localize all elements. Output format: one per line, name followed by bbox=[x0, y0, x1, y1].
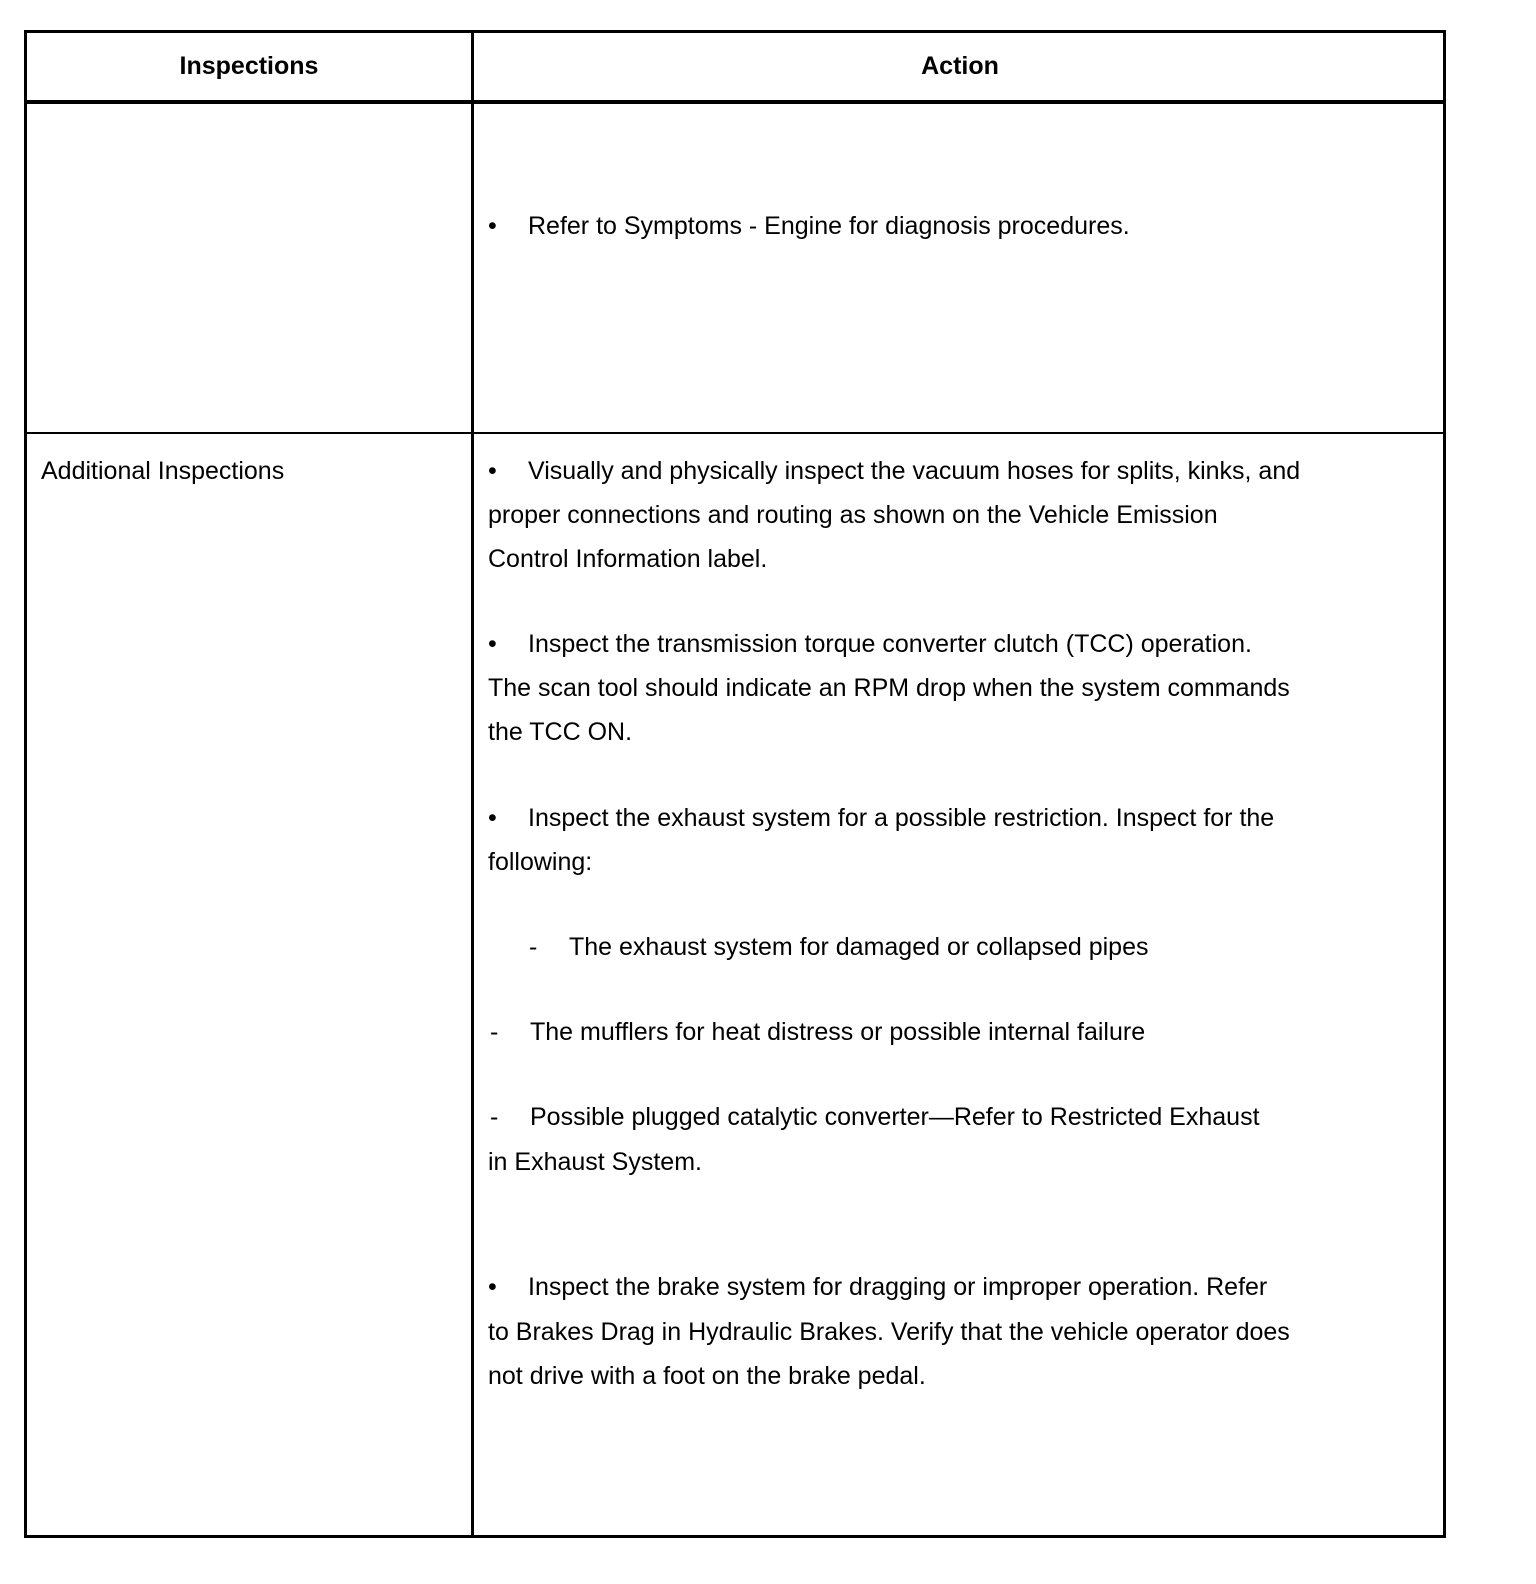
item1-text-1: Visually and physically inspect the vacuum hoses for splits, kinks, and bbox=[528, 457, 1301, 485]
item4-line1 bbox=[488, 1265, 1267, 1309]
sub-item-3-line2: in Exhaust System. bbox=[488, 1148, 702, 1176]
row1-action-text: Refer to Symptoms - Engine for diagnosis procedures. bbox=[528, 212, 1130, 240]
item1-line2: proper connections and routing as shown on the Vehicle Emission bbox=[488, 501, 1218, 529]
row-divider bbox=[27, 432, 1443, 434]
item2-line1 bbox=[488, 622, 1252, 666]
sub-item-2 bbox=[490, 1010, 1145, 1054]
item3-text-1: Inspect the exhaust system for a possible restriction. Inspect for the bbox=[528, 804, 1275, 832]
row1-action bbox=[488, 204, 1130, 248]
item1-line1 bbox=[488, 449, 1300, 493]
item1-line3: Control Information label. bbox=[488, 545, 768, 573]
dash-mark: - bbox=[529, 933, 538, 961]
column-divider bbox=[471, 33, 474, 1535]
row2-inspection-label: Additional Inspections bbox=[41, 457, 285, 485]
item4-text-1: Inspect the brake system for dragging or improper operation. Refer bbox=[528, 1273, 1268, 1301]
sub-item-1 bbox=[529, 925, 1148, 969]
bullet-mark: • bbox=[488, 457, 497, 485]
bullet-mark: • bbox=[488, 212, 497, 240]
inspection-table bbox=[24, 30, 1446, 1538]
item3-line2: following: bbox=[488, 848, 593, 876]
header-inspections: Inspections bbox=[179, 52, 319, 80]
dash-mark: - bbox=[490, 1103, 499, 1131]
bullet-mark: • bbox=[488, 630, 497, 658]
item2-text-1: Inspect the transmission torque converter clutch (TCC) operation. bbox=[528, 630, 1252, 658]
dash-mark: - bbox=[490, 1018, 499, 1046]
header-action: Action bbox=[921, 52, 999, 80]
bullet-mark: • bbox=[488, 804, 497, 832]
sub-item-3 bbox=[490, 1095, 1260, 1139]
item2-line2: The scan tool should indicate an RPM drop when the system commands bbox=[488, 674, 1290, 702]
item4-line2: to Brakes Drag in Hydraulic Brakes. Verify that the vehicle operator does bbox=[488, 1318, 1290, 1346]
sub-item-3-text-1: Possible plugged catalytic converter—Refer to Restricted Exhaust bbox=[530, 1103, 1260, 1131]
sub-item-1-text: The exhaust system for damaged or collapsed pipes bbox=[569, 933, 1149, 961]
bullet-mark: • bbox=[488, 1273, 497, 1301]
sub-item-2-text: The mufflers for heat distress or possible internal failure bbox=[530, 1018, 1146, 1046]
item3-line1 bbox=[488, 796, 1274, 840]
item4-line3: not drive with a foot on the brake pedal. bbox=[488, 1362, 926, 1390]
header-rule bbox=[27, 100, 1443, 104]
item2-line3: the TCC ON. bbox=[488, 718, 633, 746]
